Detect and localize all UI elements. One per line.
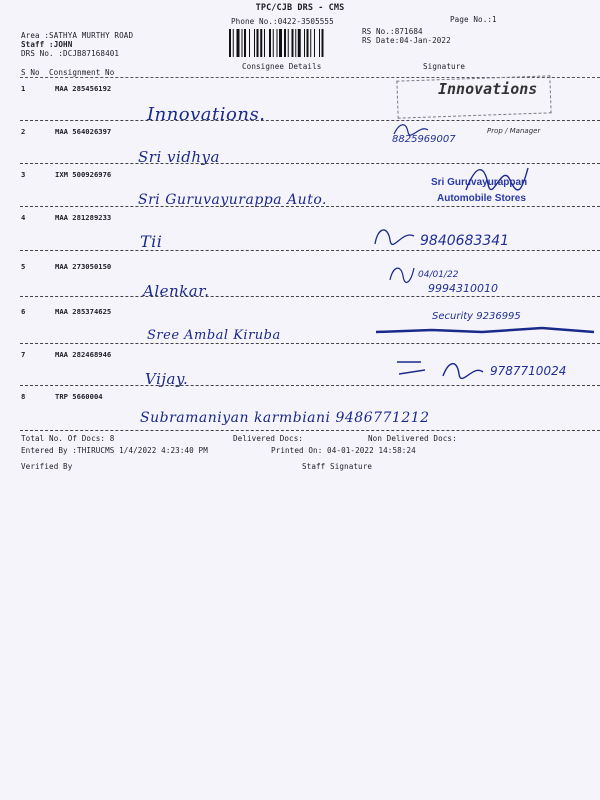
printed-on: Printed On: 04-01-2022 14:58:24	[271, 446, 416, 455]
column-header-consignee-details: Consignee Details	[242, 62, 322, 71]
row-consignee: Sri Guruvayurappa Auto.	[138, 192, 327, 208]
staff-label: Staff :JOHN	[21, 40, 73, 49]
row-signature: 9787710024	[490, 364, 567, 378]
row-divider	[20, 296, 600, 297]
row-serial: 8	[21, 392, 26, 401]
delivered-docs: Delivered Docs:	[233, 434, 304, 443]
stamp-line: Automobile Stores	[437, 193, 526, 204]
row-signature: 9840683341	[420, 233, 510, 249]
verified-by-label: Verified By	[21, 462, 73, 471]
page-number: Page No.:1	[450, 15, 497, 24]
row-divider	[20, 385, 600, 386]
row-consignment-no: MAA 281289233	[55, 213, 112, 222]
stamp-line: Sri Guruvayurappan	[431, 177, 528, 188]
row-serial: 1	[21, 84, 26, 93]
column-header-signature: Signature	[423, 62, 466, 71]
row-signature: Security 9236995	[432, 311, 521, 322]
row-consignee: Sree Ambal Kiruba	[147, 328, 281, 343]
row-serial: 4	[21, 213, 26, 222]
signature-scribble	[462, 160, 532, 200]
signature-scribble	[392, 120, 432, 138]
document-title: TPC/CJB DRS - CMS	[255, 3, 345, 13]
non-delivered-docs: Non Delivered Docs:	[368, 434, 457, 443]
row-consignee: Tii	[140, 232, 163, 251]
row-divider	[20, 343, 600, 344]
row-consignment-no: MAA 282468946	[55, 350, 112, 359]
total-docs: Total No. Of Docs: 8	[21, 434, 115, 443]
row-serial: 6	[21, 307, 26, 316]
signature-scribble	[387, 262, 417, 288]
row-consignment-no: MAA 285374625	[55, 307, 112, 316]
row-consignment-no: MAA 285456192	[55, 84, 112, 93]
row-serial: 5	[21, 262, 26, 271]
rs-date: RS Date:04-Jan-2022	[362, 36, 451, 45]
row-serial: 2	[21, 127, 26, 136]
phone-number: Phone No.:0422-3505555	[231, 17, 334, 26]
row-signature: 8825969007	[392, 134, 456, 145]
row-serial: 7	[21, 350, 26, 359]
rs-number: RS No.:871684	[362, 27, 423, 36]
strikethrough-scribble	[372, 318, 598, 342]
row-divider	[20, 120, 600, 121]
row-serial: 3	[21, 170, 26, 179]
column-header-sno: S No	[21, 68, 40, 77]
staff-signature-label: Staff Signature	[302, 462, 373, 471]
row-signature: 9994310010	[428, 282, 498, 295]
row-consignment-no: MAA 273050150	[55, 262, 112, 271]
row-consignment-no: TRP 5660004	[55, 392, 103, 401]
row-consignee: Vijay.	[145, 370, 189, 388]
row-consignee: Subramaniyan karmbiani 9486771212	[140, 410, 430, 426]
signature-scribble	[393, 356, 487, 382]
row-consignee: Alenkar.	[143, 282, 210, 300]
signature-date: 04/01/22	[418, 270, 459, 280]
row-consignment-no: IXM 500926976	[55, 170, 112, 179]
column-header-consignment: Consignment No	[49, 68, 115, 77]
signature-scribble	[372, 224, 418, 250]
entered-by: Entered By :THIRUCMS 1/4/2022 4:23:40 PM	[21, 446, 208, 455]
area-label: Area :SATHYA MURTHY ROAD	[21, 31, 134, 40]
drs-number: DRS No. :DCJB87168401	[21, 49, 120, 58]
row-divider	[20, 250, 600, 251]
prop-manager-label: Prop / Manager	[487, 127, 541, 135]
row-consignee: Innovations.	[147, 104, 266, 125]
stamp-text: Innovations	[438, 80, 538, 98]
row-divider	[20, 206, 600, 207]
row-consignee: Sri vidhya	[138, 148, 220, 166]
row-consignment-no: MAA 564026397	[55, 127, 112, 136]
barcode	[229, 29, 353, 57]
row-divider	[20, 430, 600, 431]
